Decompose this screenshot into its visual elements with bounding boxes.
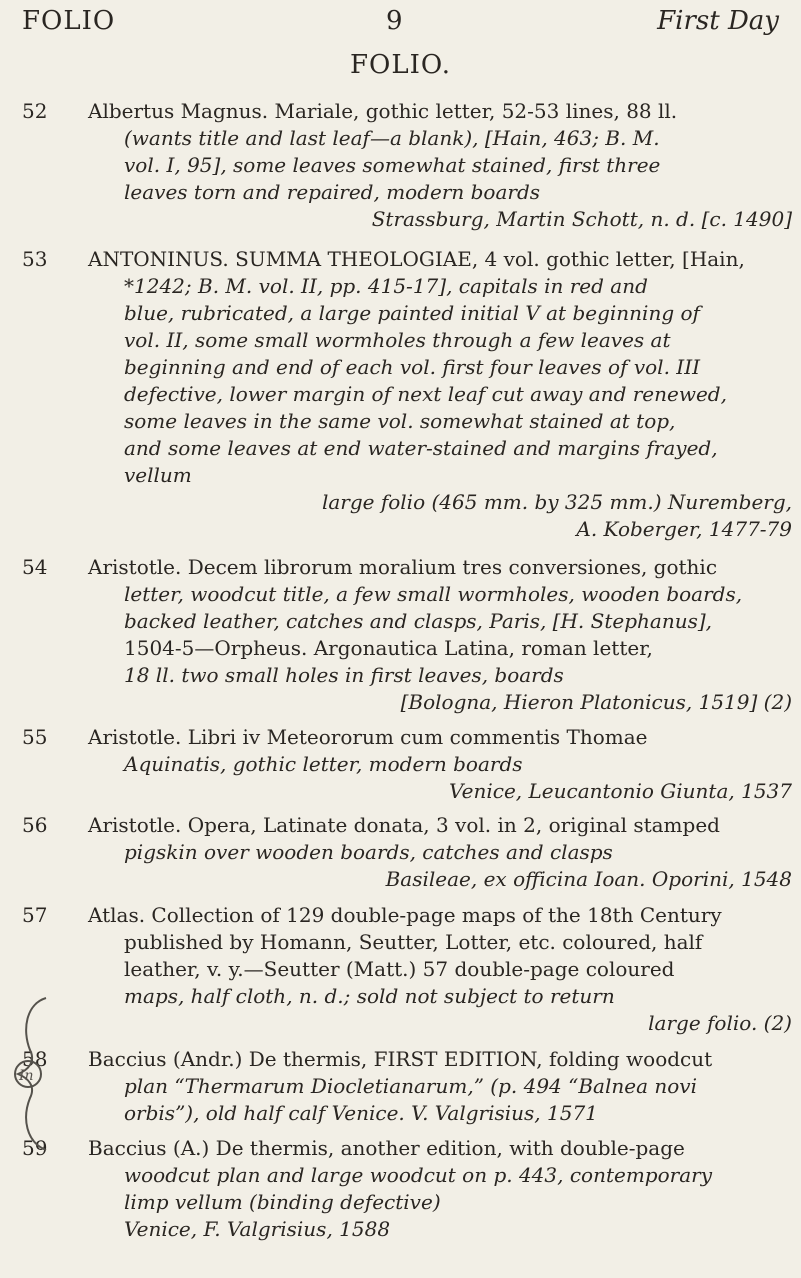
lot-number: 57 bbox=[22, 903, 48, 927]
lot-line: Aristotle. Opera, Latinate donata, 3 vol. in 2, original stamped bbox=[88, 813, 720, 837]
lot-description bbox=[88, 98, 792, 233]
lot-number: 54 bbox=[22, 555, 48, 579]
lot-line: pigskin over wooden boards, catches and clasps bbox=[124, 840, 613, 864]
lot-format: large folio (465 mm. by 325 mm.) Nuremberg, bbox=[321, 490, 792, 514]
lot-description bbox=[88, 1046, 792, 1127]
lot-line: Baccius (Andr.) De thermis, FIRST EDITION, folding woodcut bbox=[88, 1047, 713, 1071]
lot-line: and some leaves at end water-stained and margins frayed, bbox=[124, 436, 718, 460]
lot-imprint: [Bologna, Hieron Platonicus, 1519] (2) bbox=[400, 690, 792, 714]
lot-line: Aquinatis, gothic letter, modern boards bbox=[124, 752, 523, 776]
running-head bbox=[22, 6, 779, 46]
margin-annotation bbox=[6, 990, 56, 1160]
lot-line: leaves torn and repaired, modern boards bbox=[124, 180, 541, 204]
lot-number: 53 bbox=[22, 247, 48, 271]
lot-number: 55 bbox=[22, 725, 48, 749]
running-head-left: FOLIO bbox=[22, 6, 116, 36]
lot-description bbox=[88, 724, 792, 805]
lot-line: maps, half cloth, n. d.; sold not subject to return bbox=[124, 984, 615, 1008]
lot-number: 52 bbox=[22, 99, 48, 123]
lot-imprint: Basileae, ex officina Ioan. Oporini, 1548 bbox=[385, 867, 792, 891]
lot-line: Aristotle. Libri iv Meteororum cum commentis Thomae bbox=[88, 725, 648, 749]
lot-format: large folio. (2) bbox=[648, 1011, 792, 1035]
lot-line: *1242; B. M. vol. II, pp. 415-17], capitals in red and bbox=[124, 274, 648, 298]
lot-description bbox=[88, 1135, 792, 1243]
lot-imprint: A. Koberger, 1477-79 bbox=[576, 517, 792, 541]
lot-line: orbis”), old half calf Venice. V. Valgrisius, 1571 bbox=[124, 1101, 598, 1125]
lot-imprint: Venice, F. Valgrisius, 1588 bbox=[124, 1217, 391, 1241]
lot-description bbox=[88, 554, 792, 716]
lot-number: 59 bbox=[22, 1136, 48, 1160]
lot-line: defective, lower margin of next leaf cut away and renewed, bbox=[124, 382, 727, 406]
page-number: 9 bbox=[386, 6, 404, 36]
lot-description bbox=[88, 902, 792, 1037]
lot-line: letter, woodcut title, a few small wormholes, wooden boards, bbox=[124, 582, 743, 606]
lot-line: ANTONINUS. SUMMA THEOLOGIAE, 4 vol. gothic letter, [Hain, bbox=[88, 247, 745, 271]
lot-line: limp vellum (binding defective) bbox=[124, 1190, 441, 1214]
lot-line: Atlas. Collection of 129 double-page maps of the 18th Century bbox=[88, 903, 722, 927]
lot-line: vol. II, some small wormholes through a few leaves at bbox=[124, 328, 671, 352]
lot-line: published by Homann, Seutter, Lotter, etc. coloured, half bbox=[124, 930, 703, 954]
lot-line: (wants title and last leaf—a blank), [Hain, 463; B. M. bbox=[124, 126, 660, 150]
lot-line: plan “Thermarum Diocletianarum,” (p. 494 “Balnea novi bbox=[124, 1074, 697, 1098]
lot-line: 1504-5—Orpheus. Argonautica Latina, roman letter, bbox=[124, 636, 653, 660]
lot-number: 56 bbox=[22, 813, 48, 837]
handwritten-bracket-icon bbox=[6, 990, 56, 1160]
lot-imprint: Strassburg, Martin Schott, n. d. [c. 1490] bbox=[371, 207, 792, 231]
lot-line: vol. I, 95], some leaves somewhat stained, first three bbox=[124, 153, 661, 177]
lot-line: leather, v. y.—Seutter (Matt.) 57 double-page coloured bbox=[124, 957, 675, 981]
lot-line: backed leather, catches and clasps, Paris, [H. Stephanus], bbox=[124, 609, 713, 633]
lot-line: beginning and end of each vol. first four leaves of vol. III bbox=[124, 355, 700, 379]
margin-annotation-text: In bbox=[19, 1068, 34, 1084]
lot-line: some leaves in the same vol. somewhat stained at top, bbox=[124, 409, 676, 433]
lot-line: vellum bbox=[124, 463, 192, 487]
lot-line: Aristotle. Decem librorum moralium tres conversiones, gothic bbox=[88, 555, 718, 579]
lot-line: woodcut plan and large woodcut on p. 443, contemporary bbox=[124, 1163, 712, 1187]
lot-line: Baccius (A.) De thermis, another edition, with double-page bbox=[88, 1136, 685, 1160]
lot-line: Albertus Magnus. Mariale, gothic letter, 52-53 lines, 88 ll. bbox=[88, 99, 678, 123]
running-head-right: First Day bbox=[657, 6, 779, 36]
lot-number: 58 bbox=[22, 1047, 48, 1071]
lot-line: 18 ll. two small holes in first leaves, boards bbox=[124, 663, 564, 687]
lot-description bbox=[88, 246, 792, 543]
lot-imprint: Venice, Leucantonio Giunta, 1537 bbox=[449, 779, 792, 803]
section-title: FOLIO. bbox=[350, 50, 451, 80]
lot-line: blue, rubricated, a large painted initial V at beginning of bbox=[124, 301, 700, 325]
lot-description bbox=[88, 812, 792, 893]
